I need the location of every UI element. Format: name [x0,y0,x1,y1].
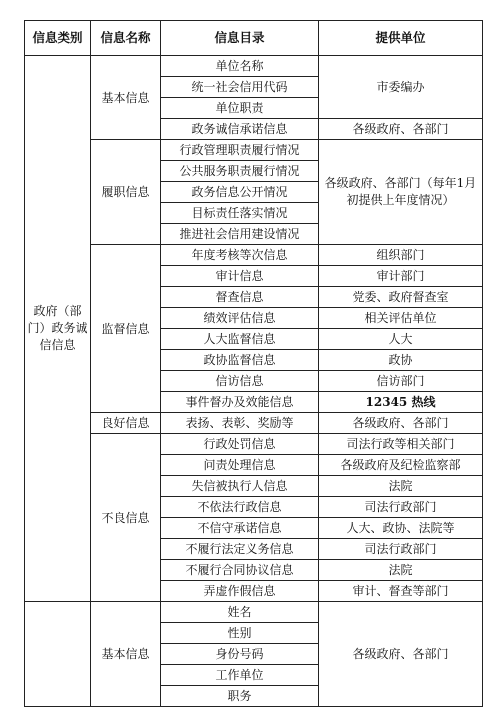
catalog-item: 公共服务职责履行情况 [161,161,319,182]
catalog-item: 不依法行政信息 [161,497,319,518]
catalog-item: 事件督办及效能信息 [161,392,319,413]
provider-cell: 法院 [319,560,483,581]
catalog-item: 政务信息公开情况 [161,182,319,203]
header-catalog: 信息目录 [161,21,319,56]
group-supervision: 监督信息 [91,245,161,413]
catalog-item: 行政管理职责履行情况 [161,140,319,161]
catalog-item: 督查信息 [161,287,319,308]
header-category: 信息类别 [25,21,91,56]
catalog-item: 表扬、表彰、奖励等 [161,413,319,434]
provider-cell: 各级政府、各部门（每年1月初提供上年度情况） [319,140,483,245]
table-row [25,245,483,266]
group-basic-2: 基本信息 [91,602,161,707]
catalog-item: 行政处罚信息 [161,434,319,455]
credit-info-table [24,20,483,707]
catalog-item: 绩效评估信息 [161,308,319,329]
provider-cell: 政协 [319,350,483,371]
table-header-row [25,21,483,56]
provider-cell: 审计部门 [319,266,483,287]
catalog-item: 人大监督信息 [161,329,319,350]
provider-cell: 法院 [319,476,483,497]
catalog-item: 政协监督信息 [161,350,319,371]
table-row [25,434,483,455]
provider-cell: 党委、政府督查室 [319,287,483,308]
catalog-item: 单位名称 [161,56,319,77]
catalog-item: 推进社会信用建设情况 [161,224,319,245]
catalog-item: 单位职责 [161,98,319,119]
table-row [25,140,483,161]
catalog-item: 身份号码 [161,644,319,665]
table-row [25,602,483,623]
header-provider: 提供单位 [319,21,483,56]
category-gov: 政府（部门）政务诚信信息 [25,56,91,602]
catalog-item: 统一社会信用代码 [161,77,319,98]
provider-cell: 信访部门 [319,371,483,392]
catalog-item: 目标责任落实情况 [161,203,319,224]
catalog-item: 弄虚作假信息 [161,581,319,602]
provider-cell: 审计、督查等部门 [319,581,483,602]
provider-cell: 各级政府、各部门 [319,119,483,140]
catalog-item: 审计信息 [161,266,319,287]
provider-cell: 市委编办 [319,56,483,119]
provider-cell: 司法行政部门 [319,497,483,518]
provider-cell: 各级政府及纪检监察部 [319,455,483,476]
provider-cell: 司法行政部门 [319,539,483,560]
provider-cell: 各级政府、各部门 [319,602,483,707]
group-basic: 基本信息 [91,56,161,140]
catalog-item: 工作单位 [161,665,319,686]
catalog-item: 不信守承诺信息 [161,518,319,539]
catalog-item: 政务诚信承诺信息 [161,119,319,140]
catalog-item: 不履行法定义务信息 [161,539,319,560]
catalog-item: 职务 [161,686,319,707]
provider-cell: 司法行政等相关部门 [319,434,483,455]
catalog-item: 失信被执行人信息 [161,476,319,497]
group-bad: 不良信息 [91,434,161,602]
catalog-item: 不履行合同协议信息 [161,560,319,581]
provider-cell: 12345 热线 [319,392,483,413]
provider-cell: 各级政府、各部门 [319,413,483,434]
category-second [25,602,91,707]
catalog-item: 年度考核等次信息 [161,245,319,266]
table-row [25,413,483,434]
catalog-item: 姓名 [161,602,319,623]
group-good: 良好信息 [91,413,161,434]
catalog-item: 信访信息 [161,371,319,392]
provider-cell: 人大 [319,329,483,350]
header-name: 信息名称 [91,21,161,56]
table-row [25,56,483,77]
provider-cell: 组织部门 [319,245,483,266]
catalog-item: 问责处理信息 [161,455,319,476]
provider-cell: 相关评估单位 [319,308,483,329]
catalog-item: 性别 [161,623,319,644]
group-duty: 履职信息 [91,140,161,245]
provider-cell: 人大、政协、法院等 [319,518,483,539]
